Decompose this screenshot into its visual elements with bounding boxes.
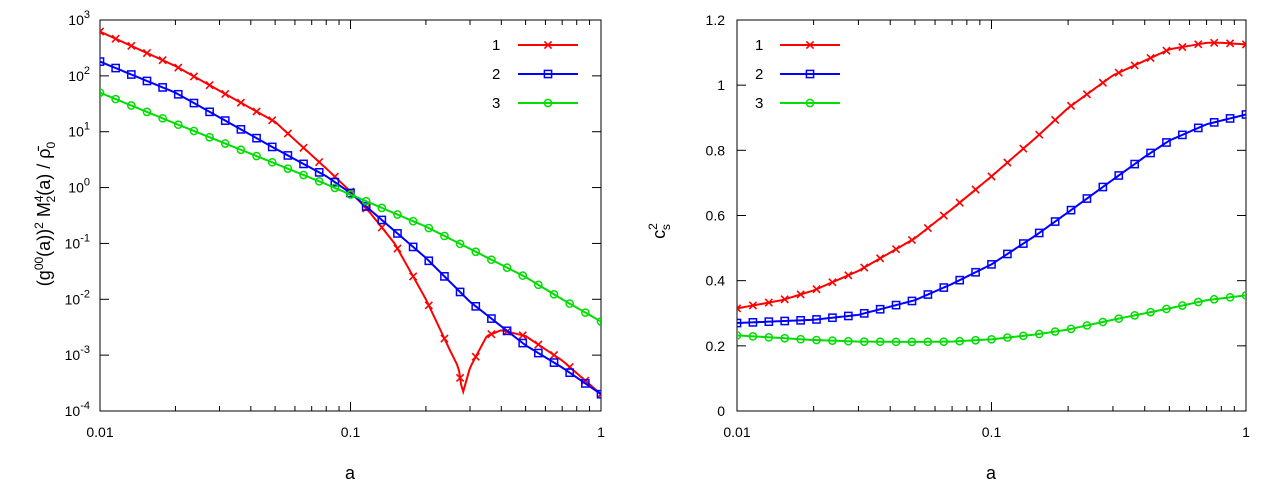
right-series-1-marker: [988, 173, 995, 180]
right-y-tick-label: 1.2: [705, 12, 725, 28]
left-x-tick-label: 0.1: [340, 424, 361, 440]
left-legend-label-3: 3: [492, 95, 501, 112]
left-series-1-marker: [175, 64, 182, 71]
left-y-tick-label: $10^1$: [68, 120, 90, 140]
right-x-tick-label: 1: [1242, 424, 1250, 440]
left-legend-label-2: 2: [492, 66, 501, 83]
left-series-1-marker: [316, 158, 323, 165]
left-x-tick-label: 0.01: [86, 424, 114, 440]
left-series-1-marker: [394, 245, 401, 252]
right-series-1-marker: [892, 246, 899, 253]
right-series-1-marker: [861, 264, 868, 271]
left-y-axis-label: $(g^{00}(a))^2$ $M^42(a)$ / $\rhō_0$: [32, 141, 58, 287]
left-y-tick-label: $10^{-1}$: [64, 232, 90, 252]
left-series-1-marker: [253, 108, 260, 115]
right-y-axis-label: $c^2s$: [646, 223, 673, 239]
left-series-1-marker: [425, 302, 432, 309]
left-series-1-marker: [206, 82, 213, 89]
right-series-1-marker: [1067, 102, 1074, 109]
right-series-1-marker: [924, 224, 931, 231]
right-series-1-marker: [829, 279, 836, 286]
right-series-1-marker: [940, 212, 947, 219]
right-series-1-marker: [1099, 79, 1106, 86]
left-plot-area: [65, 9, 605, 440]
left-series-1-marker: [441, 335, 448, 342]
right-y-tick-label: 0: [717, 403, 725, 419]
right-plot-frame: [737, 20, 1246, 411]
right-x-axis-label: a: [985, 463, 997, 483]
right-legend-label-1: 1: [755, 37, 764, 54]
left-y-tick-label: $10^0$: [68, 176, 90, 196]
right-series-1-marker: [1083, 91, 1090, 98]
right-series-1-marker: [1131, 62, 1138, 69]
right-series-1-marker: [908, 236, 915, 243]
left-series-1-marker: [159, 57, 166, 64]
left-legend: [492, 37, 578, 112]
left-y-tick-label: $10^{-3}$: [64, 344, 90, 364]
left-x-tick-label: 1: [597, 424, 605, 440]
right-legend: [755, 37, 840, 112]
left-series-1-marker: [143, 49, 150, 56]
right-series-1-marker: [1163, 47, 1170, 54]
left-y-tick-label: $10^2$: [68, 64, 90, 84]
right-series-1-marker: [972, 186, 979, 193]
left-series-1-marker: [128, 42, 135, 49]
right-series-1-marker: [845, 272, 852, 279]
right-series-1-marker: [1115, 69, 1122, 76]
right-legend-label-3: 3: [755, 95, 764, 112]
right-y-tick-label: 0.8: [705, 142, 725, 159]
left-series-1-marker: [550, 351, 557, 358]
right-series-1: [733, 39, 1249, 312]
left-y-tick-label: $10^{-2}$: [64, 288, 90, 308]
left-plot-frame: [100, 20, 601, 411]
left-legend-label-1: 1: [492, 37, 501, 54]
right-series-1-marker: [1004, 159, 1011, 166]
left-series-1-marker: [378, 224, 385, 231]
right-x-tick-label: 0.01: [723, 424, 751, 440]
right-series-1-marker: [877, 255, 884, 262]
left-series-1-marker: [535, 341, 542, 348]
left-series-3: [96, 89, 604, 325]
right-series-1-marker: [1147, 54, 1154, 61]
left-series-1-marker: [237, 99, 244, 106]
right-plot-area: [706, 12, 1251, 440]
right-y-tick-label: 0.6: [705, 207, 725, 224]
right-legend-label-2: 2: [755, 66, 764, 83]
right-y-tick-label: 1: [717, 77, 725, 94]
left-series-1: [96, 28, 604, 398]
left-series-1-marker: [112, 35, 119, 42]
left-series-1-marker: [472, 353, 479, 360]
left-series-1-marker: [284, 130, 291, 137]
left-y-tick-label: $10^{-4}$: [64, 400, 90, 419]
left-series-2: [96, 58, 604, 398]
left-series-1-marker: [410, 273, 417, 280]
right-series-1-marker: [1020, 145, 1027, 152]
left-y-tick-label: $10^3$: [68, 9, 90, 28]
right-series-1-marker: [1036, 131, 1043, 138]
right-y-tick-label: 0.4: [705, 272, 725, 289]
right-series-3: [733, 292, 1249, 346]
right-y-tick-label: 0.2: [705, 337, 725, 354]
left-series-1-marker: [269, 117, 276, 124]
left-series-1-marker: [300, 144, 307, 151]
left-x-axis-label: a: [344, 463, 356, 483]
right-series-1-marker: [956, 199, 963, 206]
right-series-2: [733, 111, 1249, 327]
left-series-1-marker: [222, 90, 229, 97]
right-x-tick-label: 0.1: [981, 424, 1002, 440]
right-series-1-marker: [1052, 116, 1059, 123]
left-series-1-marker: [190, 73, 197, 80]
